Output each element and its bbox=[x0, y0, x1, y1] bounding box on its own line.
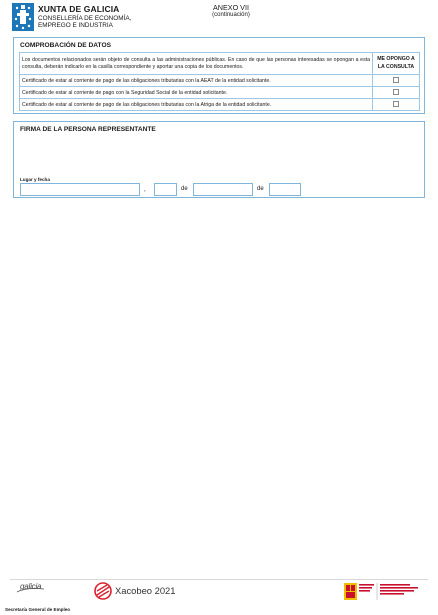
row-label-social-security: Certificado de estar al corriente de pago con la Seguridad Social de la entidad solicitante. bbox=[20, 87, 373, 99]
place-field[interactable] bbox=[20, 183, 140, 196]
oppose-checkbox-atriga[interactable] bbox=[393, 101, 399, 107]
row-label-aeat: Certificado de estar al corriente de pago de las obligaciones tributarias con la AEAT de la entidad solicitante. bbox=[20, 75, 373, 87]
month-field[interactable] bbox=[193, 183, 253, 196]
oppose-checkbox-social-security[interactable] bbox=[393, 89, 399, 95]
xacobeo-logo: Xacobeo 2021 bbox=[115, 585, 176, 596]
department-name-line1: CONSELLERÍA DE ECONOMÍA, bbox=[38, 15, 132, 22]
check-cell bbox=[373, 99, 420, 111]
de-separator-1: de bbox=[181, 186, 188, 192]
document-header bbox=[10, 3, 428, 37]
verification-description: Los documentos relacionados serán objeto de consulta a las administraciones públicas. En caso de que las personas interesadas se opongan a esta consulta, deberán indicarlo en la casilla correspondiente y aportar una copia de los documentos. bbox=[20, 53, 373, 75]
table-row bbox=[20, 87, 420, 99]
data-verification-section bbox=[13, 37, 425, 114]
signature-section bbox=[13, 121, 425, 198]
oppose-checkbox-aeat[interactable] bbox=[393, 77, 399, 83]
secretariat-label: Secretaría General de Empleo bbox=[5, 607, 71, 612]
section-title: COMPROBACIÓN DE DATOS bbox=[20, 42, 111, 49]
row-label-atriga: Certificado de estar al corriente de pago de las obligaciones tributarias con la Atriga de la entidad solicitante. bbox=[20, 99, 373, 111]
year-field[interactable] bbox=[269, 183, 301, 196]
verification-table bbox=[19, 52, 420, 111]
org-name: XUNTA DE GALICIA bbox=[38, 4, 120, 14]
day-field[interactable] bbox=[154, 183, 177, 196]
galicia-swoosh-icon bbox=[16, 587, 46, 593]
footer-divider bbox=[10, 579, 428, 580]
place-date-label: Lugar y fecha bbox=[20, 177, 50, 182]
galicia-logo: galicia bbox=[20, 582, 42, 591]
comma-separator: , bbox=[144, 187, 146, 193]
gobierno-espana-logo-icon bbox=[344, 581, 428, 602]
check-cell bbox=[373, 75, 420, 87]
check-cell bbox=[373, 87, 420, 99]
table-row bbox=[20, 75, 420, 87]
annex-title: ANEXO VII bbox=[213, 3, 249, 12]
oppose-column-header: ME OPONGO A LA CONSULTA bbox=[373, 53, 420, 75]
section-title: FIRMA DE LA PERSONA REPRESENTANTE bbox=[20, 126, 156, 133]
de-separator-2: de bbox=[257, 186, 264, 192]
xunta-logo-icon bbox=[12, 3, 34, 31]
xacobeo-shell-icon bbox=[94, 582, 112, 600]
annex-subtitle: (continuación) bbox=[212, 12, 250, 18]
table-row bbox=[20, 99, 420, 111]
table-header-row bbox=[20, 53, 420, 75]
department-name-line2: EMPREGO E INDUSTRIA bbox=[38, 22, 113, 29]
